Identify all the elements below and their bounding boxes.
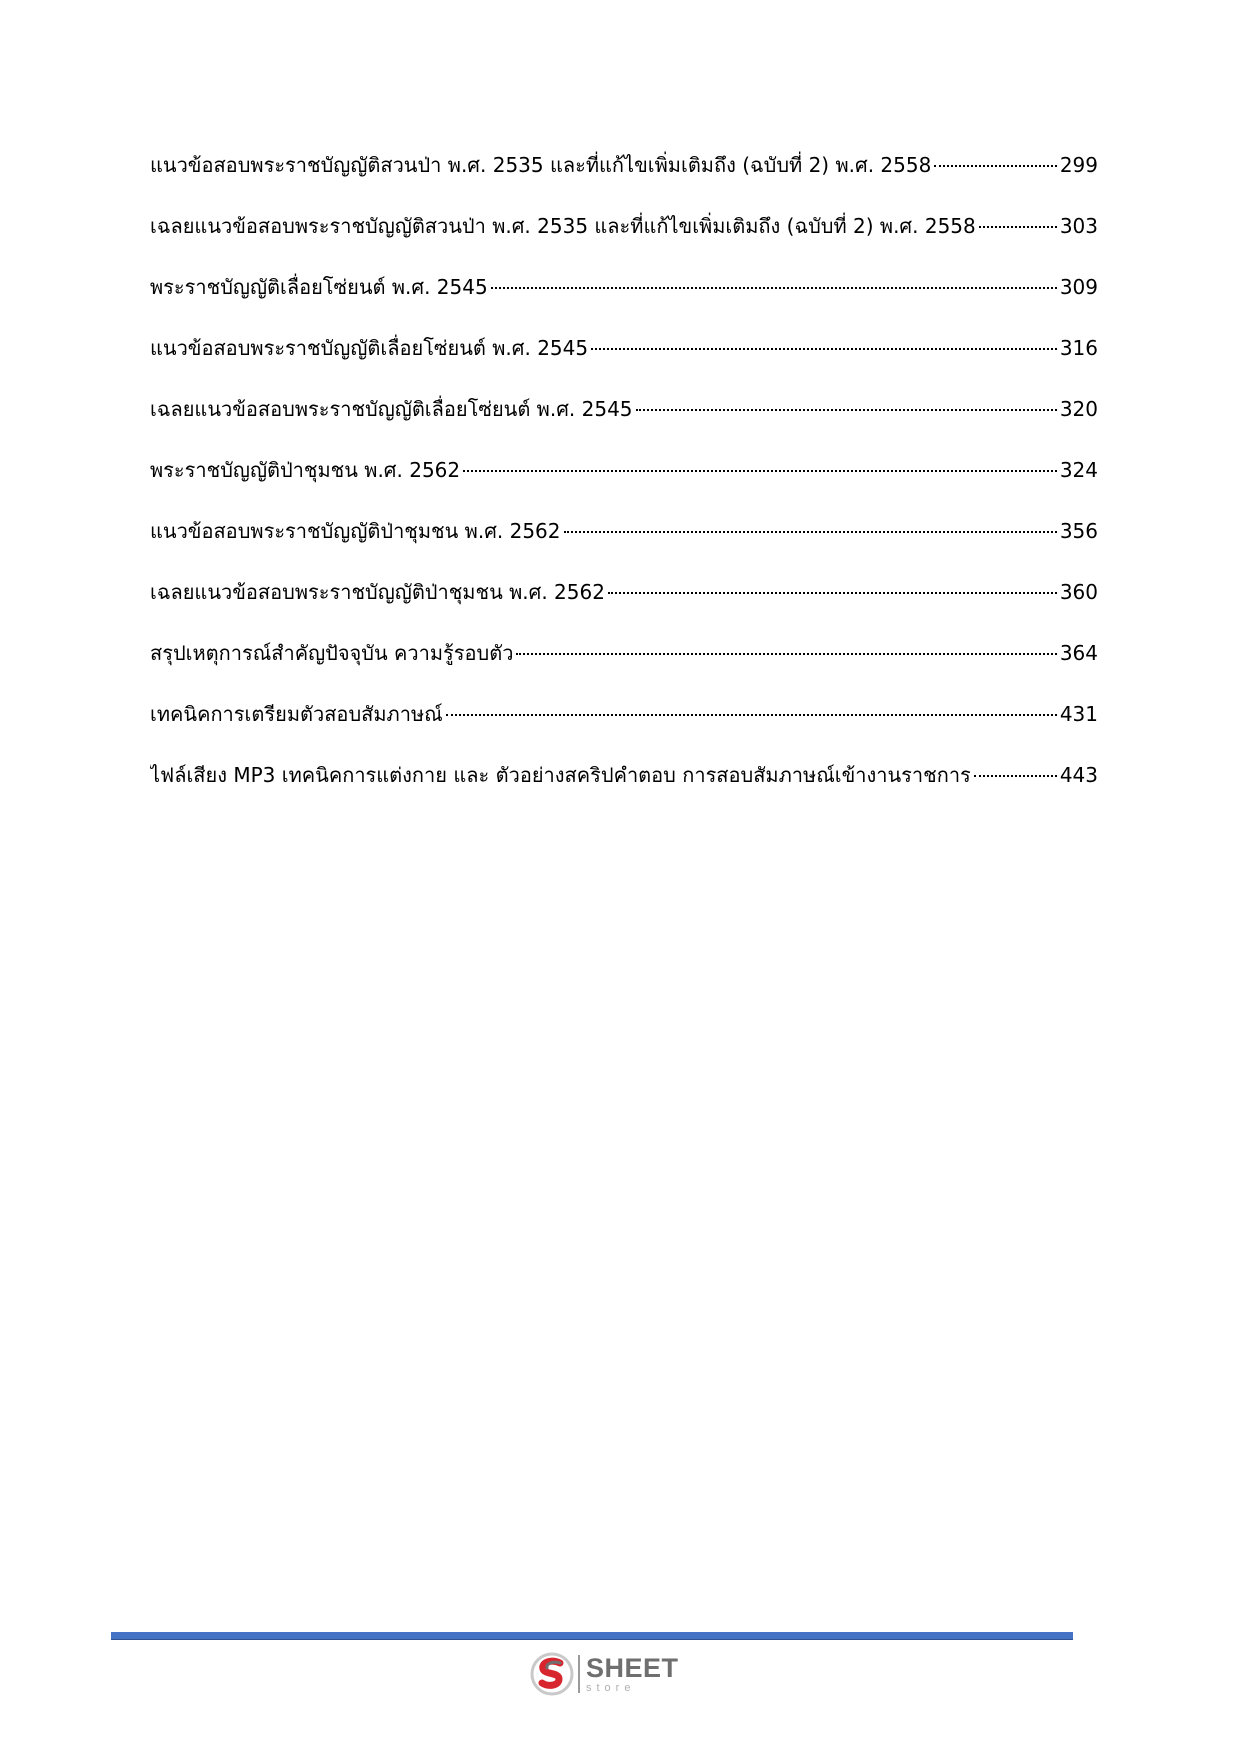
toc-entry[interactable]: [150, 577, 1098, 638]
toc-entry-page: 324: [1059, 458, 1098, 482]
toc-entry-title: เฉลยแนวข้อสอบพระราชบัญญัติเลื่อยโซ่ยนต์ พ.ศ. 2545: [150, 397, 633, 421]
toc-dot-leader: [446, 714, 1057, 716]
toc-dot-leader: [491, 287, 1057, 289]
toc-entry[interactable]: [150, 699, 1098, 760]
logo-wordmark: [586, 1652, 679, 1694]
logo-subword: store: [586, 1681, 636, 1694]
toc-entry-title: เฉลยแนวข้อสอบพระราชบัญญัติสวนป่า พ.ศ. 2535 และที่แก้ไขเพิ่มเติมถึง (ฉบับที่ 2) พ.ศ. 2558: [150, 214, 976, 238]
toc-entry-title: แนวข้อสอบพระราชบัญญัติเลื่อยโซ่ยนต์ พ.ศ. 2545: [150, 336, 589, 360]
toc-dot-leader: [591, 348, 1057, 350]
logo-word: SHEET: [586, 1652, 679, 1683]
sheet-store-logo: [530, 1651, 679, 1697]
toc-dot-leader: [564, 531, 1057, 533]
toc-entry-page: 431: [1059, 702, 1098, 726]
toc-entry-page: 356: [1059, 519, 1098, 543]
toc-entry-page: 320: [1059, 397, 1098, 421]
toc-entry-page: 299: [1059, 153, 1098, 177]
toc-entry[interactable]: [150, 638, 1098, 699]
toc-dot-leader: [636, 409, 1057, 411]
toc-entry-title: แนวข้อสอบพระราชบัญญัติสวนป่า พ.ศ. 2535 และที่แก้ไขเพิ่มเติมถึง (ฉบับที่ 2) พ.ศ. 2558: [150, 153, 932, 177]
toc-entry-page: 360: [1059, 580, 1098, 604]
toc-entry[interactable]: [150, 272, 1098, 333]
logo-divider: [578, 1655, 580, 1693]
toc-dot-leader: [934, 165, 1057, 167]
toc-entry[interactable]: [150, 211, 1098, 272]
toc-entry-title: แนวข้อสอบพระราชบัญญัติป่าชุมชน พ.ศ. 2562: [150, 519, 561, 543]
toc-entry-page: 303: [1059, 214, 1098, 238]
toc-entry-page: 364: [1059, 641, 1098, 665]
sheet-store-s-logo-icon: [530, 1652, 574, 1696]
toc-entry-title: เฉลยแนวข้อสอบพระราชบัญญัติป่าชุมชน พ.ศ. 2562: [150, 580, 605, 604]
toc-entry[interactable]: [150, 760, 1098, 821]
toc-dot-leader: [979, 226, 1057, 228]
toc-entry-title: สรุปเหตุการณ์สำคัญปัจจุบัน ความรู้รอบตัว: [150, 641, 514, 665]
toc-entry[interactable]: [150, 150, 1098, 211]
toc-dot-leader: [516, 653, 1056, 655]
toc-entry[interactable]: [150, 394, 1098, 455]
toc-entry-title: พระราชบัญญัติป่าชุมชน พ.ศ. 2562: [150, 458, 461, 482]
toc-entry-title: เทคนิคการเตรียมตัวสอบสัมภาษณ์: [150, 702, 443, 726]
toc-entry[interactable]: [150, 516, 1098, 577]
table-of-contents: [150, 150, 1098, 821]
toc-entry[interactable]: [150, 333, 1098, 394]
toc-dot-leader: [463, 470, 1057, 472]
toc-entry-page: 309: [1059, 275, 1098, 299]
toc-entry-title: พระราชบัญญัติเลื่อยโซ่ยนต์ พ.ศ. 2545: [150, 275, 488, 299]
toc-entry[interactable]: [150, 455, 1098, 516]
footer-divider: [111, 1632, 1073, 1640]
toc-entry-page: 316: [1059, 336, 1098, 360]
toc-dot-leader: [974, 775, 1057, 777]
toc-dot-leader: [608, 592, 1057, 594]
toc-entry-page: 443: [1059, 763, 1098, 787]
toc-entry-title: ไฟล์เสียง MP3 เทคนิคการแต่งกาย และ ตัวอย่างสคริปคำตอบ การสอบสัมภาษณ์เข้างานราชการ: [150, 763, 971, 787]
